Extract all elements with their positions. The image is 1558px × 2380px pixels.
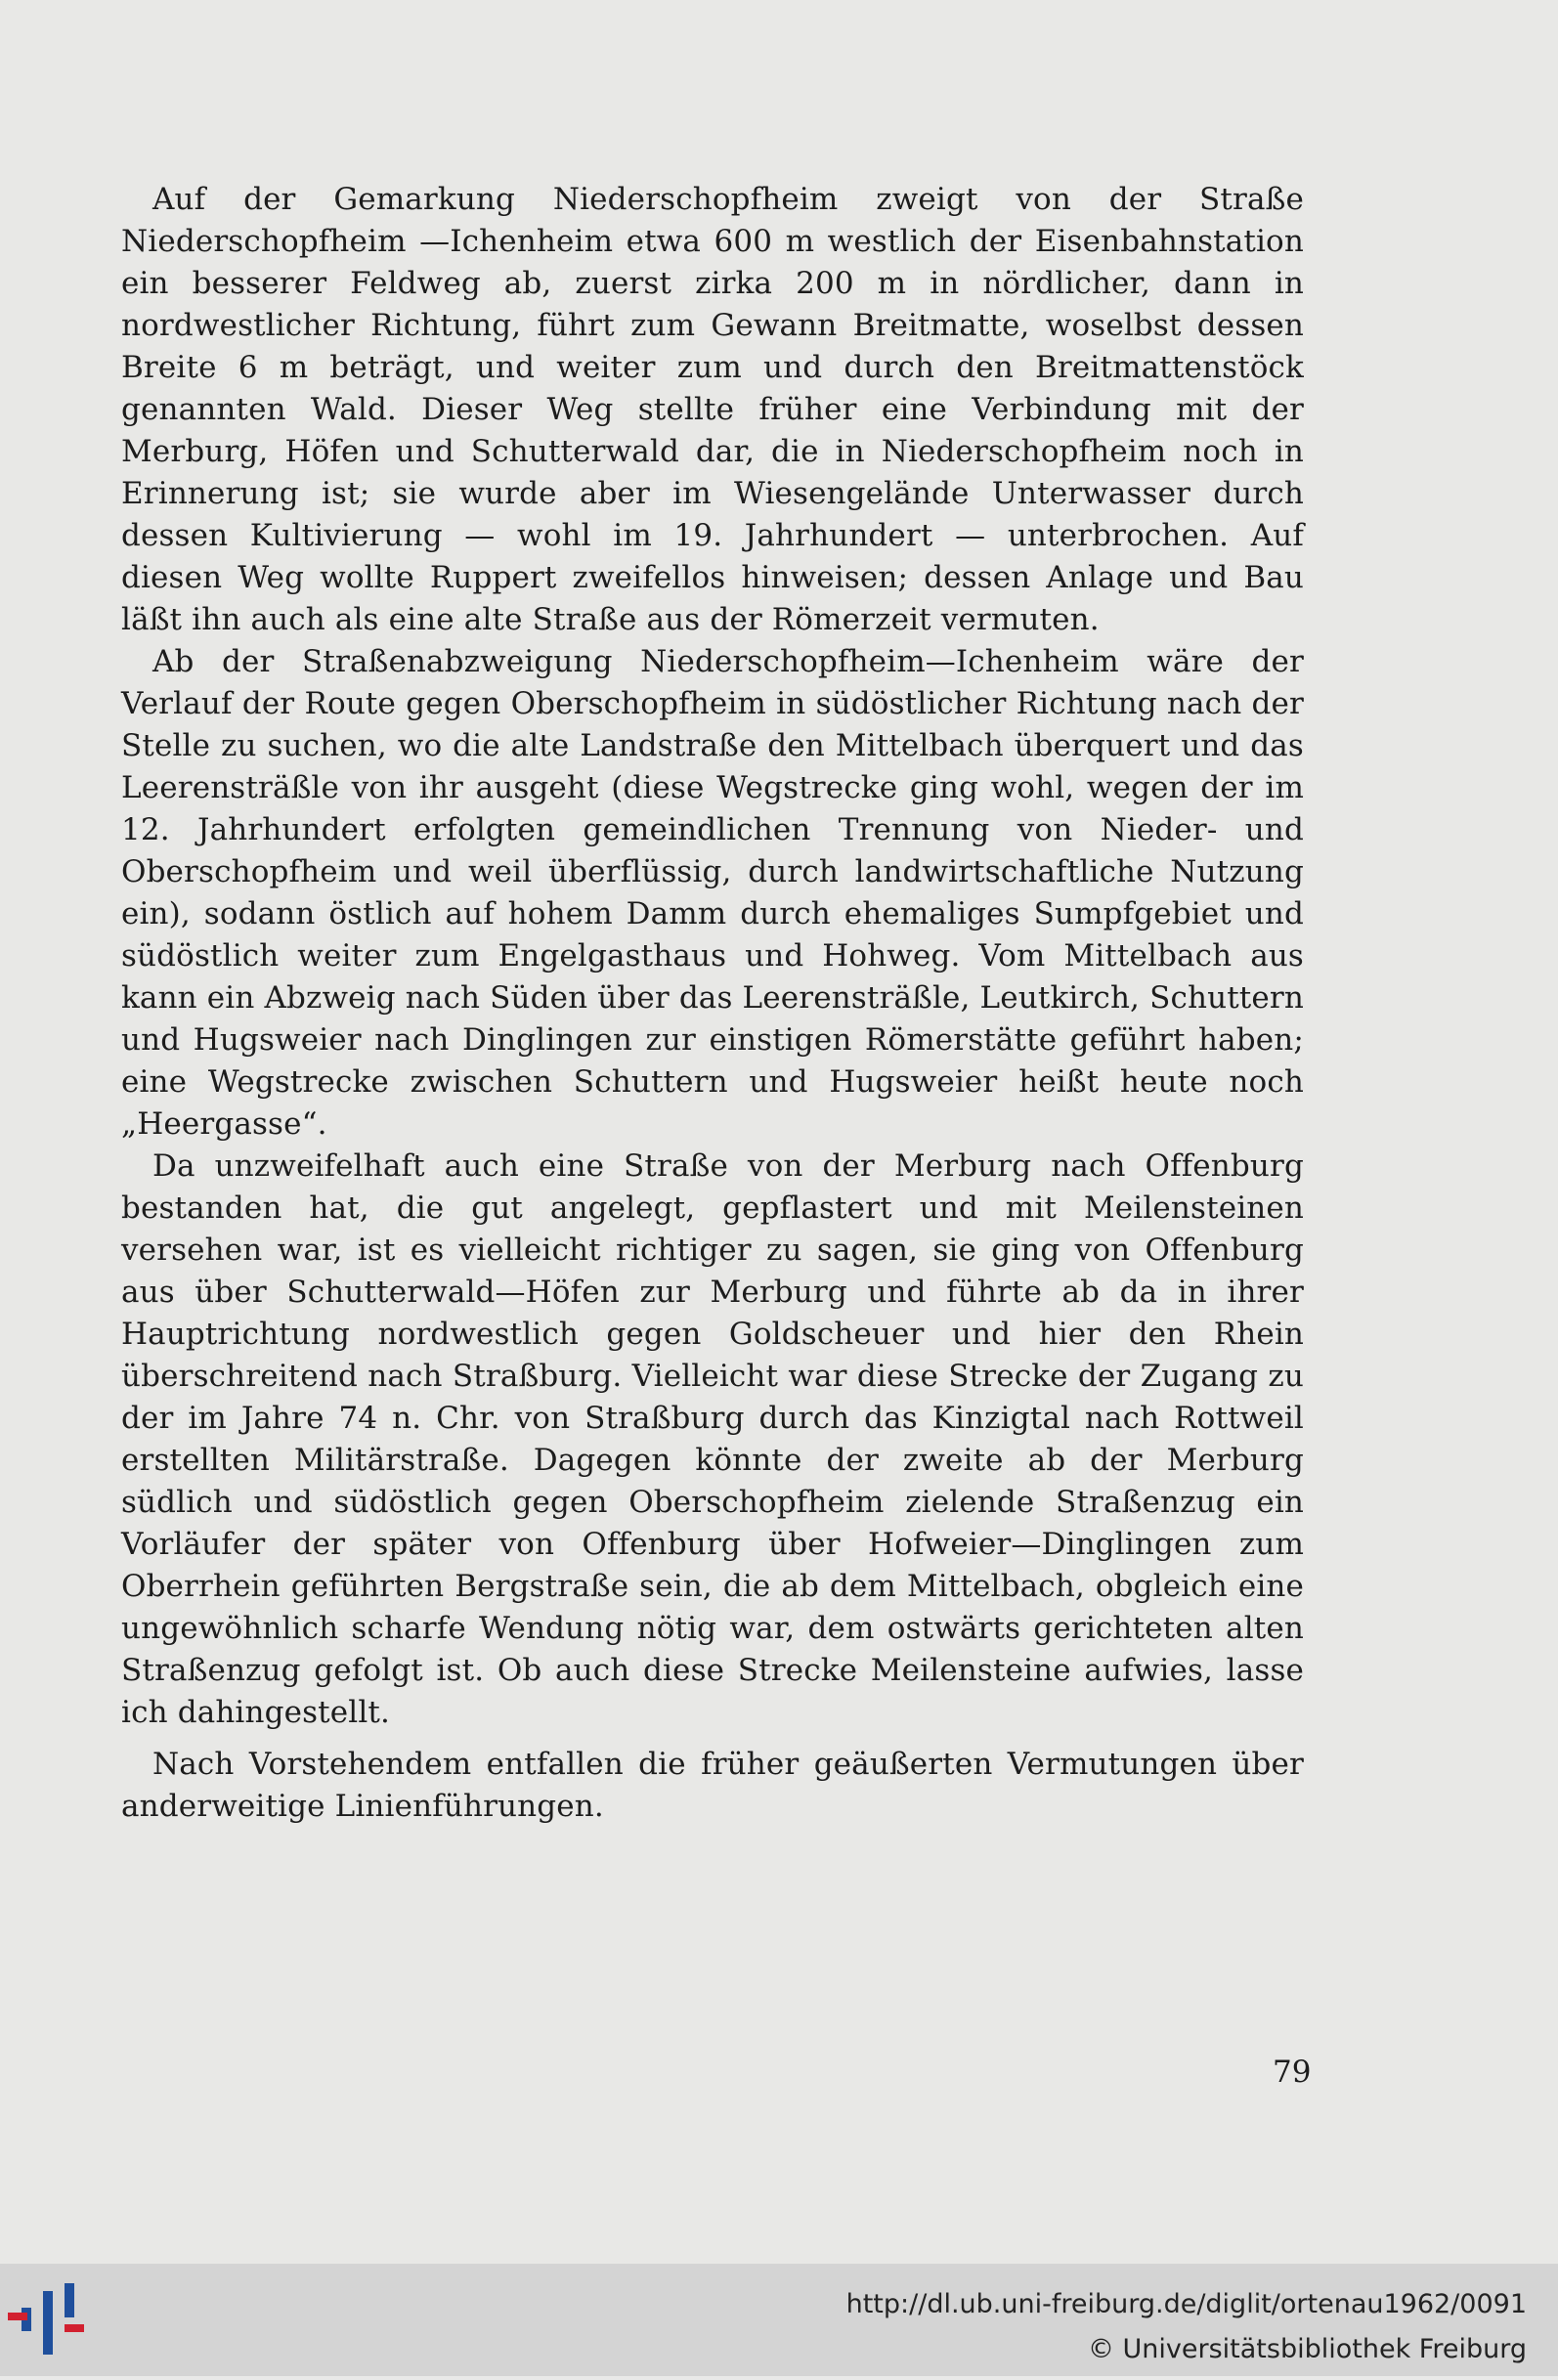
ub-freiburg-logo-icon [0,2264,108,2376]
paragraph-3: Da unzweifelhaft auch eine Straße von der Merburg nach Offenburg bestanden hat, die gut angelegt, gepflastert und mit Meilensteinen versehen war, ist es vielleicht richtiger zu sagen, sie ging von Offenburg aus über Schutterwald—Höfen zur Merburg und führte ab da in ihrer Hauptrichtung nordwestlich gegen Goldscheuer und hier den Rhein überschreitend nach Straßburg. Vielleicht war diese Strecke der Zugang zu der im Jahre 74 n. Chr. von Straßburg durch das Kinzigtal nach Rottweil erstellten Militärstraße. Dagegen könnte der zweite ab der Merburg südlich und südöstlich gegen Oberschopfheim zielende Straßenzug ein Vorläufer der später von Offenburg über Hofweier—Dinglingen zum Oberrhein geführten Bergstraße sein, die ab dem Mittelbach, obgleich eine ungewöhnlich scharfe Wendung nötig war, dem ostwärts gerichteten alten Straßenzug gefolgt ist. Ob auch diese Strecke Meilensteine aufwies, lasse ich dahingestellt. [121,1148,1304,1730]
paragraph-1: Auf der Gemarkung Niederschopfheim zweigt von der Straße Niederschopfheim —Ichenheim etwa 600 m westlich der Eisenbahnstation ein besserer Feldweg ab, zuerst zirka 200 m in nördlicher, dann in nordwestlicher Richtung, führt zum Gewann Breitmatte, woselbst dessen Breite 6 m beträgt, und weiter zum und durch den Breitmattenstöck genannten Wald. Dieser Weg stellte früher eine Verbindung mit der Merburg, Höfen und Schutterwald dar, die in Niederschopfheim noch in Erinnerung ist; sie wurde aber im Wiesengelände Unterwasser durch dessen Kultivierung — wohl im 19. Jahrhundert — unterbrochen. Auf diesen Weg wollte Ruppert zweifellos hinweisen; dessen Anlage und Bau läßt ihn auch als eine alte Straße aus der Römerzeit vermuten. [121,182,1304,637]
copyright-notice: © Universitätsbibliothek Freiburg [1087,2334,1527,2364]
paragraph-4: Nach Vorstehendem entfallen die früher geäußerten Vermutungen über anderweitige Linienführungen. [121,1747,1304,1824]
body-text [121,179,1304,1828]
paragraph-2: Ab der Straßenabzweigung Niederschopfheim—Ichenheim wäre der Verlauf der Route gegen Oberschopfheim in südöstlicher Richtung nach der Stelle zu suchen, wo die alte Landstraße den Mittelbach überquert und das Leerensträßle von ihr ausgeht (diese Wegstrecke ging wohl, wegen der im 12. Jahrhundert erfolgten gemeindlichen Trennung von Nieder- und Oberschopfheim und weil überflüssig, durch landwirtschaftliche Nutzung ein), sodann östlich auf hohem Damm durch ehemaliges Sumpfgebiet und südöstlich weiter zum Engelgasthaus und Hohweg. Vom Mittelbach aus kann ein Abzweig nach Süden über das Leerensträßle, Leutkirch, Schuttern und Hugsweier nach Dinglingen zur einstigen Römerstätte geführt haben; eine Wegstrecke zwischen Schuttern und Hugsweier heißt heute noch „Heergasse“. [121,644,1304,1142]
page-number: 79 [1273,2055,1312,2090]
footer-bar [0,2264,1558,2376]
source-url-link[interactable]: http://dl.ub.uni-freiburg.de/diglit/ortenau1962/0091 [845,2289,1527,2319]
